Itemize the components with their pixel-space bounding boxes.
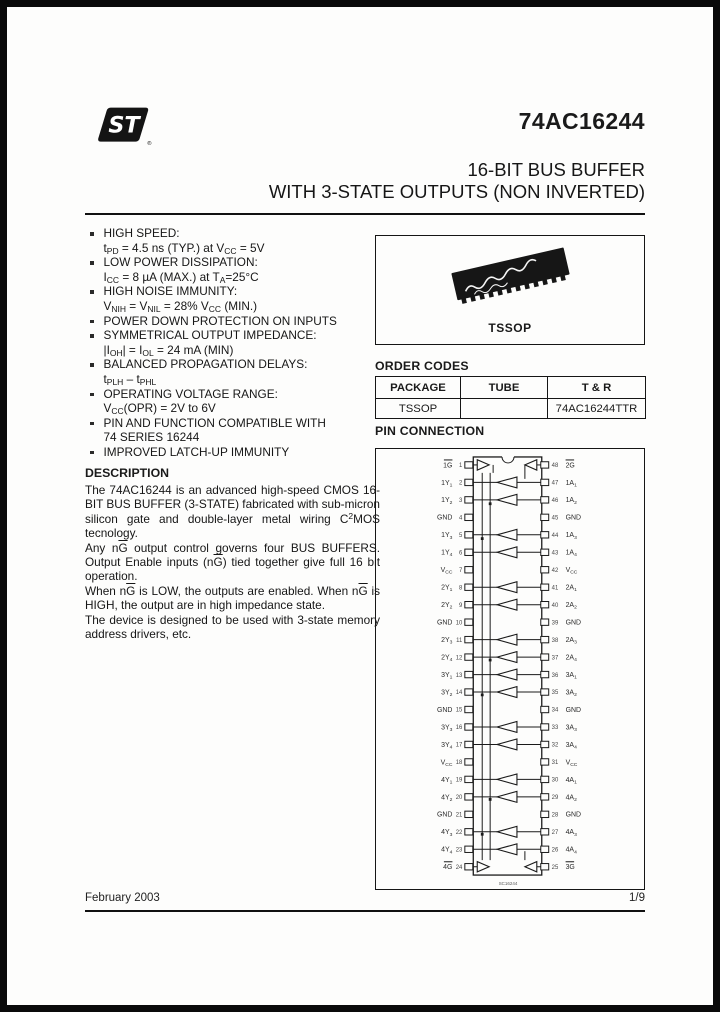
- order-codes-cell: 74AC16244TTR: [548, 399, 646, 419]
- svg-text:8: 8: [459, 585, 463, 592]
- svg-text:28: 28: [551, 812, 559, 819]
- svg-text:35: 35: [551, 690, 559, 697]
- feature-line: PIN AND FUNCTION COMPATIBLE WITH: [103, 415, 326, 430]
- feature-item: [85, 445, 387, 460]
- feature-line: HIGH SPEED:: [103, 226, 180, 240]
- svg-text:9: 9: [459, 602, 463, 609]
- order-codes-header-row: [376, 377, 646, 399]
- description-heading: DESCRIPTION: [85, 466, 170, 480]
- svg-text:16: 16: [455, 725, 463, 732]
- svg-text:3G: 3G: [565, 864, 575, 872]
- svg-text:3Y3: $3Y_3$: [441, 724, 453, 733]
- bullet-icon: [90, 334, 94, 338]
- svg-text:1Y3: $1Y_3$: [441, 532, 453, 541]
- feature-item: [85, 284, 387, 313]
- pin-connection-heading: PIN CONNECTION: [375, 424, 485, 438]
- svg-text:23: 23: [455, 847, 463, 854]
- bullet-icon: [90, 320, 94, 324]
- svg-text:15: 15: [455, 707, 463, 714]
- registered-mark: ®: [147, 140, 152, 147]
- bullet-icon: [90, 232, 94, 236]
- svg-text:39: 39: [551, 620, 559, 627]
- order-codes-cell: TSSOP: [376, 399, 461, 419]
- svg-text:GND: GND: [565, 514, 581, 522]
- svg-text:25: 25: [551, 864, 559, 871]
- svg-text:24: 24: [455, 864, 463, 871]
- svg-text:14: 14: [455, 690, 463, 697]
- svg-text:3Y1: $3Y_1$: [441, 671, 453, 681]
- order-codes-header-cell: PACKAGE: [376, 377, 461, 399]
- svg-text:45: 45: [551, 515, 559, 522]
- svg-text:4Y4: $4Y_4$: [441, 846, 453, 856]
- feature-line: $t_{PD} = 4.5$ ns (TYP.) at $V_{CC} = 5V$: [103, 240, 265, 256]
- bullet-icon: [90, 261, 94, 265]
- feature-text: [104, 284, 388, 313]
- feature-line: $t_{PLH} - t_{PHL}$: [103, 371, 157, 387]
- svg-text:GND: GND: [565, 811, 581, 819]
- svg-text:20: 20: [455, 795, 463, 802]
- svg-text:GND: GND: [437, 706, 453, 714]
- feature-text: [104, 445, 388, 460]
- svg-text:40: 40: [551, 602, 559, 609]
- order-codes-heading: ORDER CODES: [375, 359, 469, 373]
- svg-text:42: 42: [551, 567, 559, 574]
- svg-text:7: 7: [459, 567, 463, 574]
- feature-text: [104, 416, 388, 445]
- feature-line: IMPROVED LATCH-UP IMMUNITY: [103, 444, 290, 459]
- feature-line: $I_{CC} = 8$ µA (MAX.) at $T_A=25^\circ C$: [103, 269, 259, 285]
- svg-text:37: 37: [551, 655, 559, 662]
- svg-text:4A1: $4A_1$: [565, 776, 577, 786]
- svg-text:2A3: $2A_3$: [565, 637, 577, 646]
- description-paragraph: Any $n\overline{G}$ output control governs four BUS BUFFERS. Output Enable inputs $(n\overline{G})$ tied together give full 16 bit operation.: [85, 540, 380, 584]
- svg-text:19: 19: [455, 777, 463, 784]
- svg-text:GND: GND: [565, 619, 581, 627]
- svg-text:GND: GND: [565, 706, 581, 714]
- order-codes-header-cell: T & R: [548, 377, 646, 399]
- svg-text:2Y3: $2Y_3$: [441, 637, 453, 646]
- feature-line: $|I_{OH}| = I_{OL} = 24$ mA (MIN): [103, 342, 234, 358]
- description-paragraph: The device is designed to be used with 3-state memory address drivers, etc.: [85, 612, 380, 642]
- svg-text:1A4: $1A_4$: [565, 549, 577, 559]
- svg-text:43: 43: [551, 550, 559, 557]
- svg-text:1Y1: $1Y_1$: [441, 479, 453, 489]
- svg-text:1A3: $1A_3$: [565, 532, 577, 541]
- svg-text:3A3: $3A_3$: [565, 724, 577, 733]
- bullet-icon: [90, 451, 94, 455]
- description-paragraphs: [85, 483, 380, 641]
- feature-item: [85, 387, 387, 416]
- feature-line: $V_{NIH} = V_{NIL} = 28\%$ $V_{CC}$ (MIN.): [103, 298, 258, 314]
- svg-text:41: 41: [551, 585, 559, 592]
- svg-text:18: 18: [455, 760, 463, 767]
- footer-page-number: 1/9: [629, 892, 645, 904]
- features-list: [85, 226, 387, 460]
- svg-text:3: 3: [459, 498, 463, 505]
- feature-text: [104, 314, 388, 329]
- svg-text:11: 11: [456, 637, 463, 644]
- svg-text:26: 26: [551, 847, 559, 854]
- svg-text:2: 2: [459, 480, 463, 487]
- svg-text:VCC: $V_{CC}$: [440, 567, 453, 576]
- feature-line: LOW POWER DISSIPATION:: [103, 255, 258, 270]
- footer-date: February 2003: [85, 892, 160, 904]
- svg-text:12: 12: [455, 655, 463, 662]
- svg-text:4G: 4G: [443, 864, 453, 872]
- bullet-icon: [90, 422, 94, 426]
- page-title: [269, 159, 645, 202]
- package-box: [375, 235, 645, 345]
- feature-item: [85, 357, 387, 386]
- svg-text:2Y4: $2Y_4$: [441, 654, 453, 664]
- svg-text:10: 10: [455, 620, 463, 627]
- svg-text:3A2: $3A_2$: [565, 689, 577, 699]
- feature-text: [104, 226, 388, 255]
- order-codes-cell: [461, 399, 548, 419]
- svg-text:4: 4: [459, 515, 463, 522]
- svg-text:21: 21: [455, 812, 463, 819]
- svg-text:2A2: $2A_2$: [565, 602, 577, 611]
- title-line2: WITH 3-STATE OUTPUTS (NON INVERTED): [268, 180, 645, 202]
- feature-item: [85, 328, 387, 357]
- svg-text:3A1: $3A_1$: [565, 671, 577, 681]
- svg-text:VCC: $V_{CC}$: [565, 567, 578, 576]
- svg-text:1A1: $1A_1$: [565, 479, 577, 489]
- bullet-icon: [90, 393, 94, 397]
- svg-text:VCC: $V_{CC}$: [565, 759, 578, 768]
- title-line1: 16-BIT BUS BUFFER: [467, 159, 645, 180]
- feature-item: [85, 416, 387, 445]
- svg-text:1Y4: $1Y_4$: [441, 549, 453, 559]
- svg-text:4Y2: $4Y_2$: [441, 794, 453, 803]
- feature-line: HIGH NOISE IMMUNITY:: [103, 284, 238, 299]
- svg-text:2Y1: $2Y_1$: [441, 584, 453, 594]
- svg-text:30: 30: [551, 777, 559, 784]
- st-logo: [95, 102, 153, 148]
- description-paragraph: The 74AC16244 is an advanced high-speed CMOS 16-BIT BUS BUFFER (3-STATE) fabricated with sub-micron silicon gate and double-layer metal wiring $C^2MOS$ tecnology.: [85, 483, 380, 541]
- svg-text:GND: GND: [437, 811, 453, 819]
- bullet-icon: [90, 290, 94, 294]
- feature-line: BALANCED PROPAGATION DELAYS:: [103, 357, 308, 372]
- svg-text:GND: GND: [437, 514, 453, 522]
- feature-text: [104, 328, 388, 357]
- svg-text:4Y1: $4Y_1$: [441, 776, 453, 786]
- svg-text:36: 36: [551, 672, 559, 679]
- st-logo-text: ST: [108, 112, 140, 139]
- svg-text:6: 6: [459, 550, 463, 557]
- order-codes-table: [375, 376, 646, 419]
- svg-text:38: 38: [551, 637, 559, 644]
- svg-text:1: 1: [459, 463, 463, 470]
- pin-diagram-svg: [376, 449, 644, 889]
- svg-text:1G: 1G: [443, 462, 453, 470]
- svg-text:29: 29: [551, 795, 559, 802]
- svg-text:2Y2: $2Y_2$: [441, 602, 453, 611]
- feature-line: POWER DOWN PROTECTION ON INPUTS: [103, 313, 337, 328]
- tssop-package-image: [376, 236, 644, 316]
- feature-line: SYMMETRICAL OUTPUT IMPEDANCE:: [103, 328, 317, 343]
- svg-text:2A1: $2A_1$: [565, 584, 577, 594]
- feature-line: 74 SERIES 16244: [103, 430, 200, 445]
- svg-text:17: 17: [455, 742, 463, 749]
- feature-item: [85, 226, 387, 255]
- svg-text:3Y2: $3Y_2$: [441, 689, 453, 699]
- svg-text:3Y4: $3Y_4$: [441, 741, 453, 751]
- package-label: TSSOP: [488, 321, 532, 335]
- feature-text: [104, 255, 388, 284]
- order-codes-row: [376, 399, 646, 419]
- svg-text:SC16244: SC16244: [498, 881, 518, 887]
- feature-line: $V_{CC}(OPR) = 2V$ to 6V: [103, 401, 216, 417]
- feature-line: OPERATING VOLTAGE RANGE:: [103, 386, 278, 401]
- svg-text:GND: GND: [437, 619, 453, 627]
- svg-text:5: 5: [459, 532, 463, 540]
- footer-rule: [85, 910, 645, 912]
- part-number: 74AC16244: [518, 108, 645, 134]
- svg-text:32: 32: [551, 742, 559, 749]
- svg-text:2A4: $2A_4$: [565, 654, 577, 664]
- svg-text:27: 27: [551, 829, 559, 837]
- svg-text:4A4: $4A_4$: [565, 846, 577, 856]
- svg-text:44: 44: [551, 532, 559, 540]
- svg-text:47: 47: [551, 480, 559, 487]
- svg-text:4A2: $4A_2$: [565, 794, 577, 803]
- description-paragraph: When $n\overline{G}$ is LOW, the outputs are enabled. When $n\overline{G}$ is HIGH, the output are in high impedance state.: [85, 583, 380, 613]
- svg-text:1A2: $1A_2$: [565, 497, 577, 506]
- datasheet-page: [7, 7, 713, 1005]
- svg-text:22: 22: [455, 829, 463, 837]
- bullet-icon: [90, 363, 94, 367]
- svg-text:VCC: $V_{CC}$: [440, 759, 453, 768]
- feature-text: [104, 387, 388, 416]
- svg-text:2G: 2G: [565, 462, 575, 470]
- order-codes-header-cell: TUBE: [461, 377, 548, 399]
- feature-item: [85, 314, 387, 329]
- svg-text:13: 13: [455, 672, 463, 679]
- pin-connection-box: [375, 448, 645, 890]
- feature-item: [85, 255, 387, 284]
- svg-text:34: 34: [551, 707, 559, 714]
- header-rule: [85, 213, 645, 215]
- svg-text:4A3: $4A_3$: [565, 829, 577, 838]
- feature-text: [104, 357, 388, 386]
- svg-text:1Y2: $1Y_2$: [441, 497, 453, 506]
- svg-text:31: 31: [551, 760, 559, 767]
- svg-text:3A4: $3A_4$: [565, 741, 577, 751]
- svg-text:4Y3: $4Y_3$: [441, 829, 453, 838]
- svg-text:33: 33: [551, 725, 559, 732]
- svg-text:46: 46: [551, 498, 559, 505]
- svg-text:48: 48: [551, 463, 559, 470]
